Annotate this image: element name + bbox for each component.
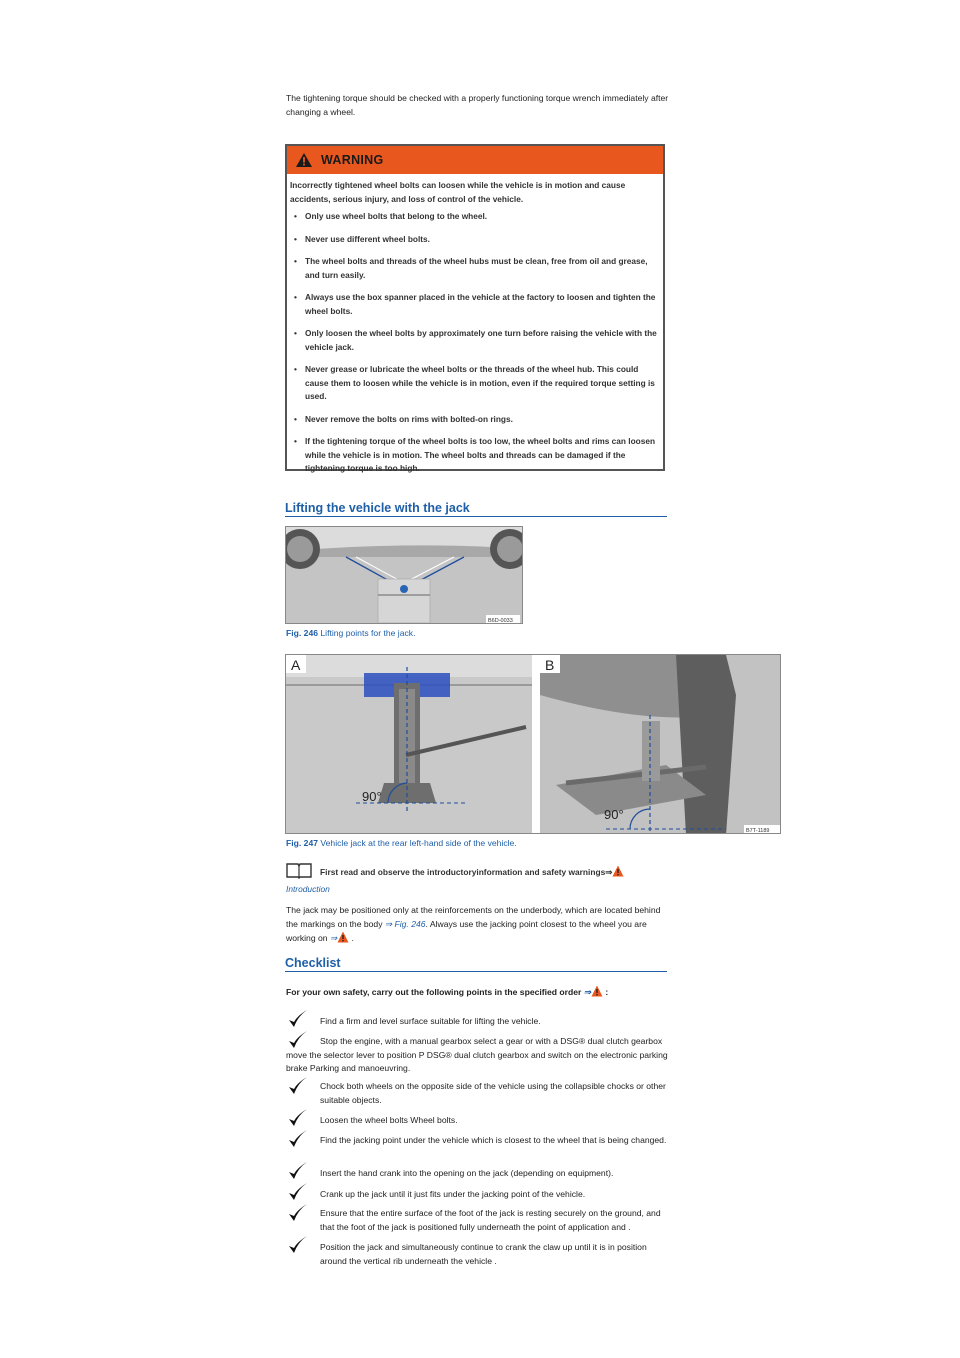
checkmark-icon <box>287 1129 309 1149</box>
checkmark-icon <box>287 1108 309 1128</box>
figure-code: B7T-1189 <box>746 828 770 834</box>
warning-title: WARNING <box>321 153 384 167</box>
warning-lead: Incorrectly tightened wheel bolts can loosen while the vehicle is in motion and cause accidents, serious injury, and loss of control of the vehicle. <box>290 180 626 204</box>
list-item: • Only use wheel bolts that belong to the wheel. <box>290 210 657 224</box>
checkmark-icon <box>287 1009 309 1029</box>
figure-247-image <box>285 654 781 834</box>
list-item: • Never remove the bolts on rims with bolted-on rings. <box>290 413 657 427</box>
jack-illustration <box>286 655 781 834</box>
lifting-points-illustration <box>286 527 523 624</box>
warning-triangle-icon <box>295 152 313 168</box>
intro-paragraph: The tightening torque should be checked with a properly functioning torque wrench immediately after changing a wheel. <box>286 93 669 117</box>
checkmark-icon <box>287 1076 309 1096</box>
jack-positioning-paragraph: The jack may be positioned only at the reinforcements on the underbody, which are located behind the markings on the body ⇒ Fig. 246. Always use the jacking point closest to the wheel you are working on ⇒ . <box>286 905 661 943</box>
warning-link[interactable]: ⇒ <box>584 987 603 997</box>
safety-note: First read and observe the introductoryinformation and safety warnings⇒ <box>320 865 720 877</box>
list-item: Loosen the wheel bolts Wheel bolts. <box>320 1115 458 1125</box>
section-heading-checklist: Checklist <box>285 956 667 972</box>
figure-number: Fig. 246 <box>286 628 318 638</box>
list-item: Crank up the jack until it just fits under the jacking point of the vehicle. <box>320 1189 586 1199</box>
list-item: • Never use different wheel bolts. <box>290 233 657 247</box>
caption-text: Vehicle jack at the rear left-hand side of the vehicle. <box>320 838 517 848</box>
checkmark-icon <box>287 1182 309 1202</box>
figure-247-caption <box>286 838 517 848</box>
list-item: Find the jacking point under the vehicle which is closest to the wheel that is being changed. <box>320 1135 667 1145</box>
figure-246-link[interactable]: ⇒ Fig. 246 <box>384 918 426 929</box>
warning-triangle-icon <box>591 985 603 997</box>
list-item: Find a firm and level surface suitable for lifting the vehicle. <box>320 1016 541 1026</box>
introduction-link[interactable]: Introduction <box>286 884 330 894</box>
warning-box <box>285 144 665 471</box>
warning-link[interactable]: ⇒ <box>330 933 349 943</box>
panel-a-label: A <box>291 657 301 673</box>
list-item: • Always use the box spanner placed in the vehicle at the factory to loosen and tighten the wheel bolts. <box>290 291 657 318</box>
checklist-lead: For your own safety, carry out the following points in the specified order ⇒ : <box>286 987 609 997</box>
warning-list <box>287 210 663 476</box>
figure-code: B6D-0033 <box>488 618 513 624</box>
list-item: Ensure that the entire surface of the foot of the jack is resting securely on the ground, and that the foot of the jack is positioned fully underneath the point of application and . <box>320 1208 661 1232</box>
list-item: Chock both wheels on the opposite side of the vehicle using the collapsible chocks or other suitable objects. <box>320 1081 666 1105</box>
list-item: Stop the engine, with a manual gearbox select a gear or with a DSG® dual clutch gearbox move the selector lever to position P DSG® dual clutch gearbox and switch on the electronic parking brake Parking and manoeuvring. <box>286 1036 668 1073</box>
checkmark-icon <box>287 1161 309 1181</box>
angle-b-label: 90° <box>604 807 624 822</box>
section-heading-lifting: Lifting the vehicle with the jack <box>285 501 667 517</box>
list-item: Position the jack and simultaneously continue to crank the claw up until it is in position around the vertical rib underneath the vehicle . <box>320 1242 647 1266</box>
checkmark-icon <box>287 1235 309 1255</box>
list-item: Insert the hand crank into the opening on the jack (depending on equipment). <box>320 1168 614 1178</box>
caption-text: Lifting points for the jack. <box>320 628 416 638</box>
angle-a-label: 90° <box>362 789 382 804</box>
book-icon <box>285 862 313 879</box>
list-item: • The wheel bolts and threads of the wheel hubs must be clean, free from oil and grease, and turn easily. <box>290 255 657 282</box>
warning-triangle-icon <box>337 931 349 943</box>
warning-header <box>287 146 663 174</box>
warning-triangle-icon <box>612 865 624 877</box>
figure-246-image <box>285 526 523 624</box>
checkmark-icon <box>287 1203 309 1223</box>
list-item: • If the tightening torque of the wheel bolts is too low, the wheel bolts and rims can loosen while the vehicle is in motion. The wheel bolts and threads can be damaged if the tightening torque is too high. <box>290 435 657 476</box>
list-item: • Never grease or lubricate the wheel bolts or the threads of the wheel hub. This could cause them to loosen while the vehicle is in motion, even if the required torque setting is used. <box>290 363 657 404</box>
panel-b-label: B <box>545 657 555 673</box>
list-item: • Only loosen the wheel bolts by approximately one turn before raising the vehicle with the vehicle jack. <box>290 327 657 354</box>
figure-number: Fig. 247 <box>286 838 318 848</box>
figure-246-caption <box>286 628 415 638</box>
